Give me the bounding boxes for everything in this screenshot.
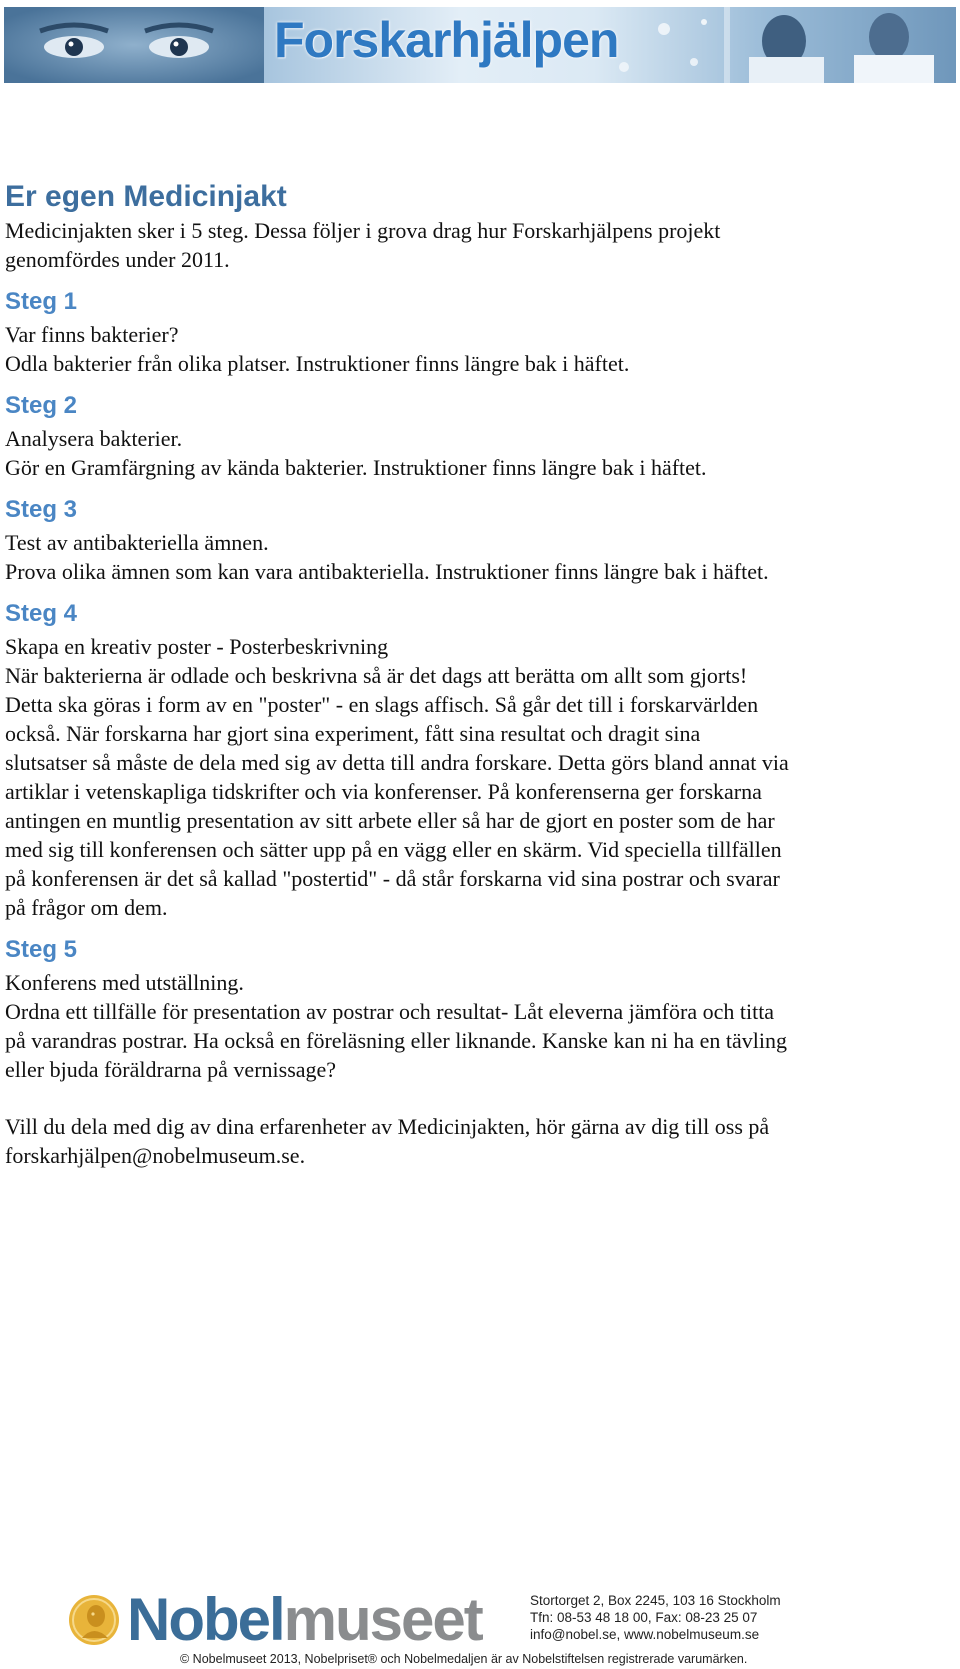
step-text-line: Gör en Gramfärgning av kända bakterier. Instruktioner finns längre bak i häftet. — [5, 455, 707, 480]
intro-line: genomfördes under 2011. — [5, 247, 230, 272]
banner-title: Forskarhjälpen — [274, 12, 619, 68]
step-text-line: När bakterierna är odlade och beskrivna så är det dags att berätta om allt som gjorts! — [5, 663, 748, 688]
copyright-notice: © Nobelmuseet 2013, Nobelpriset® och Nobelmedaljen är av Nobelstiftelsen registrerade varumärken. — [180, 1652, 748, 1666]
footer — [0, 1585, 960, 1669]
step-text-line: med sig till konferensen och sätter upp på en vägg eller en skärm. Vid speciella tillfällen — [5, 837, 782, 862]
step-text-line: på varandras postrar. Ha också en föreläsning eller liknande. Kanske kan ni ha en tävling — [5, 1028, 787, 1053]
step-text-line: på frågor om dem. — [5, 895, 168, 920]
phone-line: Tfn: 08-53 48 18 00, Fax: 08-23 25 07 — [530, 1610, 758, 1625]
step-text-line: Konferens med utställning. — [5, 970, 244, 995]
step-text-line: på konferensen är det så kallad "postertid" - då står forskarna vid sina postrar och svarar — [5, 866, 780, 891]
document-body — [5, 178, 955, 1170]
step-text-line: Test av antibakteriella ämnen. — [5, 530, 269, 555]
step-text-line: antingen en muntlig presentation av sitt arbete eller så har de gjort en poster som de har — [5, 808, 775, 833]
step-section — [5, 286, 955, 378]
closing-paragraph — [5, 1112, 955, 1170]
step-text-line: eller bjuda föräldrarna på vernissage? — [5, 1057, 337, 1082]
email-web-line: info@nobel.se, www.nobelmuseum.se — [530, 1627, 760, 1642]
intro-line: Medicinjakten sker i 5 steg. Dessa följer i grova drag hur Forskarhjälpens projekt — [5, 218, 721, 243]
step-heading: Steg 2 — [5, 392, 78, 419]
step-heading: Steg 4 — [5, 600, 78, 627]
address-line: Stortorget 2, Box 2245, 103 16 Stockholm — [530, 1593, 781, 1608]
logo-nobel-text: Nobel — [127, 1586, 284, 1653]
step-text-line: Var finns bakterier? — [5, 322, 179, 347]
closing-line: Vill du dela med dig av dina erfarenheter av Medicinjakten, hör gärna av dig till oss på — [5, 1114, 770, 1139]
step-text-line: Odla bakterier från olika platser. Instruktioner finns längre bak i häftet. — [5, 351, 630, 376]
step-text-line: Analysera bakterier. — [5, 426, 183, 451]
step-heading: Steg 5 — [5, 936, 78, 963]
step-section — [5, 494, 955, 586]
nobel-medal-icon — [68, 1594, 120, 1646]
step-section — [5, 934, 955, 1084]
nobelmuseet-logo — [127, 1585, 482, 1655]
logo-museet-text: museet — [283, 1586, 482, 1653]
step-heading: Steg 3 — [5, 496, 78, 523]
spacer — [5, 1084, 955, 1112]
step-text-line: artiklar i vetenskapliga tidskrifter och via konferenser. På konferenserna ger forskarna — [5, 779, 762, 804]
closing-line: forskarhjälpen@nobelmuseum.se. — [5, 1143, 306, 1168]
step-heading: Steg 1 — [5, 288, 78, 315]
step-text-line: också. När forskarna har gjort sina experiment, fått sina resultat och dragit sina — [5, 721, 701, 746]
step-text-line: Ordna ett tillfälle för presentation av postrar och resultat- Låt eleverna jämföra och titta — [5, 999, 775, 1024]
step-text-line: Prova olika ämnen som kan vara antibakteriella. Instruktioner finns längre bak i häftet. — [5, 559, 769, 584]
step-section — [5, 390, 955, 482]
page-title: Er egen Medicinjakt — [5, 180, 287, 213]
contact-address — [530, 1592, 781, 1643]
step-text-line: Detta ska göras i form av en "poster" - en slags affisch. Så går det till i forskarvärlden — [5, 692, 759, 717]
step-section — [5, 598, 955, 922]
step-text-line: slutsatser så måste de dela med sig av detta till andra forskare. Detta görs bland annat via — [5, 750, 789, 775]
step-text-line: Skapa en kreativ poster - Posterbeskrivning — [5, 634, 389, 659]
header-banner — [4, 7, 956, 83]
